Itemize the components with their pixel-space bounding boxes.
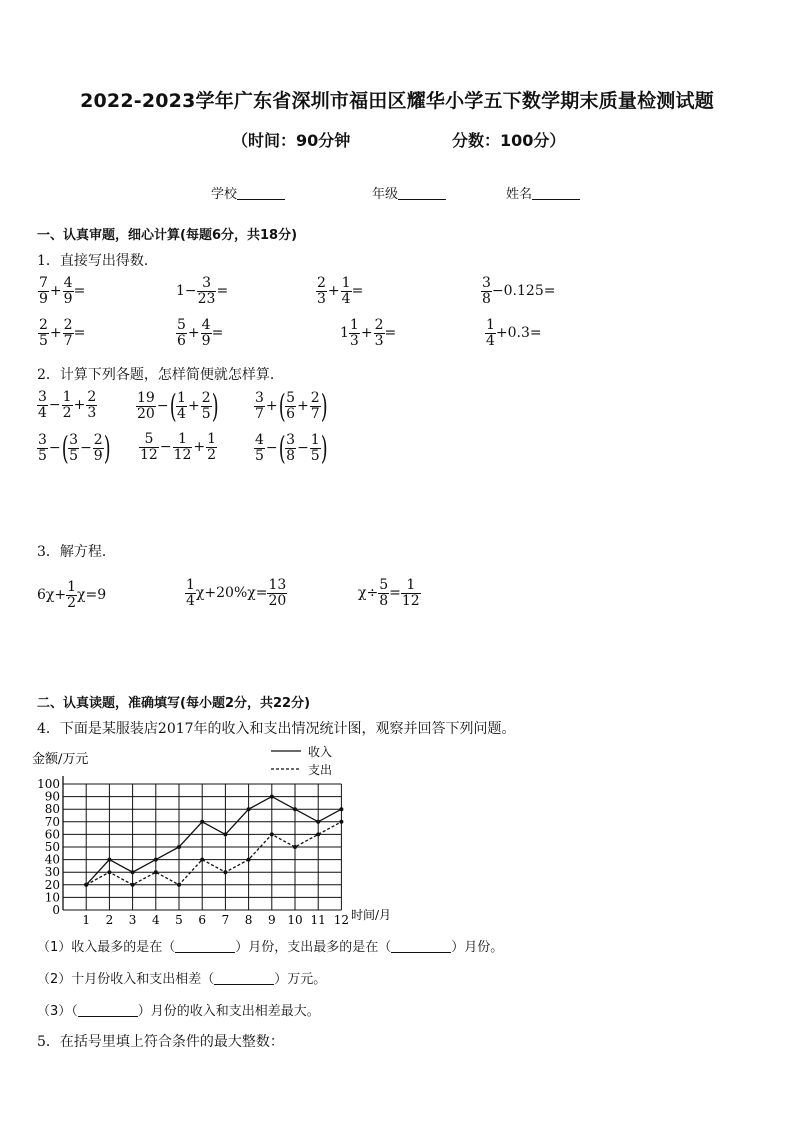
x-tick-label: 4: [151, 913, 160, 924]
x-tick-label: 5: [175, 913, 183, 924]
legend-label-expense: 支出: [308, 763, 333, 777]
data-point-expense: [270, 832, 274, 836]
chart-series: [84, 795, 343, 887]
x-tick-label: 9: [267, 913, 276, 924]
q4-sub-1-blank-b[interactable]: [391, 940, 451, 953]
x-tick-label: 3: [128, 913, 137, 924]
name-label: 姓名: [506, 187, 533, 202]
q2-expr-6: $\frac{4}{5}$ − ( $\frac{3}{8}$ − $\frac{1}{5}$ ): [255, 429, 328, 467]
series-line-income: [86, 797, 341, 885]
data-point-expense: [154, 870, 158, 874]
data-point-income: [154, 858, 158, 862]
data-point-income: [247, 807, 251, 811]
q3-equation-3: χ÷ $\frac{5}{8}$ = $\frac{1}{12}$: [358, 577, 420, 609]
y-tick-label: 20: [44, 877, 60, 892]
x-tick-label: 11: [310, 913, 326, 924]
q4-sub-1: （1）收入最多的是在（ ）月份，支出最多的是在（ ）月份。: [37, 940, 504, 955]
q4-sub-1-blank-a[interactable]: [175, 940, 235, 953]
x-tick-label: 10: [287, 913, 303, 924]
income-expense-line-chart: [25, 742, 410, 924]
question-4: 4．下面是某服装店2017年的收入和支出情况统计图，观察并回答下列问题。: [37, 721, 516, 737]
score-label: 分数：100分）: [452, 131, 566, 150]
grade-field: [372, 183, 446, 202]
y-tick-label: 100: [37, 777, 60, 791]
name-blank[interactable]: [532, 186, 580, 200]
data-point-income: [270, 795, 274, 799]
section-2-heading: 二、认真读题，准确填写(每小题2分，共22分): [37, 696, 311, 711]
data-point-expense: [177, 883, 181, 887]
y-tick-label: 40: [44, 852, 60, 867]
data-point-income: [177, 845, 181, 849]
q1-item-7: 1 $\frac{1}{3}$ + $\frac{2}{3}$ =: [340, 317, 397, 349]
q2-expr-5: $\frac{5}{12}$ − $\frac{1}{12}$ + $\frac{1}{2}$: [140, 431, 217, 463]
data-point-expense: [200, 858, 204, 862]
x-tick-label: 12: [333, 913, 350, 924]
question-2: 2．计算下列各题，怎样简便就怎样算．: [37, 367, 284, 383]
q1-item-2: 1− $\frac{3}{23}$ =: [176, 275, 229, 307]
q1-item-5: $\frac{2}{5}$ + $\frac{2}{7}$ =: [39, 317, 86, 349]
q4-sub-3: （3）（ ）月份的收入和支出相差最大。: [37, 1004, 320, 1019]
series-line-expense: [86, 822, 341, 885]
y-tick-label: 70: [44, 814, 60, 829]
data-point-expense: [84, 883, 88, 887]
x-tick-label: 1: [82, 913, 91, 924]
data-point-income: [316, 820, 320, 824]
data-point-expense: [339, 820, 343, 824]
x-tick-labels: [82, 913, 349, 924]
school-field: [211, 183, 285, 202]
q2-expr-3: $\frac{3}{7}$ + ( $\frac{5}{6}$ + $\frac{2}{7}$ ): [255, 387, 328, 425]
data-point-income: [293, 807, 297, 811]
data-point-income: [131, 870, 135, 874]
y-tick-label: 30: [44, 865, 60, 880]
data-point-expense: [107, 870, 111, 874]
question-5: 5．在括号里填上符合条件的最大整数：: [37, 1034, 284, 1050]
x-tick-label: 2: [105, 913, 114, 924]
grade-blank[interactable]: [398, 186, 446, 200]
q2-expr-1: $\frac{3}{4}$ − $\frac{1}{2}$ + $\frac{2}{3}$: [38, 389, 97, 421]
q1-item-3: $\frac{2}{3}$ + $\frac{1}{4}$ =: [317, 275, 364, 307]
school-blank[interactable]: [237, 186, 285, 200]
legend-label-income: 收入: [308, 745, 333, 759]
chart-grid: [63, 776, 341, 910]
q4-sub-2: （2）十月份收入和支出相差（ ）万元。: [37, 972, 327, 987]
section-1-heading: 一、认真审题，细心计算(每题6分，共18分): [37, 228, 298, 243]
data-point-income: [200, 820, 204, 824]
x-tick-label: 7: [221, 913, 230, 924]
y-tick-labels: [37, 777, 60, 917]
y-tick-label: 10: [44, 890, 60, 905]
data-point-expense: [223, 870, 227, 874]
question-3: 3．解方程．: [37, 544, 116, 560]
y-tick-label: 80: [44, 802, 60, 817]
y-tick-label: 50: [44, 840, 60, 854]
x-tick-label: 6: [198, 913, 207, 924]
data-point-expense: [131, 883, 135, 887]
school-label: 学校: [211, 187, 238, 202]
q2-expr-2: $\frac{19}{20}$ − ( $\frac{1}{4}$ + $\frac{2}{5}$ ): [137, 387, 219, 425]
x-axis-label: 时间/月: [351, 908, 392, 922]
data-point-expense: [316, 832, 320, 836]
q1-item-6: $\frac{5}{6}$ + $\frac{4}{9}$ =: [177, 317, 224, 349]
q1-item-8: $\frac{1}{4}$ +0.3=: [486, 317, 542, 349]
q4-sub-2-blank[interactable]: [214, 972, 274, 985]
data-point-income: [107, 858, 111, 862]
time-label: （时间：90分钟: [232, 131, 351, 150]
y-tick-label: 60: [44, 827, 60, 842]
q3-equation-2: $\frac{1}{4}$ χ+20%χ= $\frac{13}{20}$: [186, 577, 287, 609]
name-field: [506, 183, 580, 202]
q2-expr-4: $\frac{3}{5}$ − ( $\frac{3}{5}$ − $\frac{2}{9}$ ): [38, 429, 111, 467]
q1-item-4: $\frac{3}{8}$ −0.125=: [482, 275, 556, 307]
y-axis-label: 金额/万元: [32, 752, 89, 767]
y-tick-label: 90: [44, 789, 60, 804]
grade-label: 年级: [372, 187, 399, 202]
data-point-expense: [293, 845, 297, 849]
page-title: 2022-2023学年广东省深圳市福田区耀华小学五下数学期末质量检测试题: [80, 90, 714, 112]
data-point-income: [339, 807, 343, 811]
legend: [271, 744, 332, 777]
q3-equation-1: 6χ+ $\frac{1}{2}$ χ=9: [37, 579, 107, 611]
x-tick-label: 8: [244, 913, 253, 924]
y-tick-label: 0: [52, 903, 60, 917]
data-point-income: [223, 832, 227, 836]
data-point-expense: [247, 858, 251, 862]
question-1: 1．直接写出得数．: [37, 253, 158, 269]
q4-sub-3-blank[interactable]: [78, 1004, 138, 1017]
q1-item-1: $\frac{7}{9}$ + $\frac{4}{9}$ =: [39, 275, 86, 307]
